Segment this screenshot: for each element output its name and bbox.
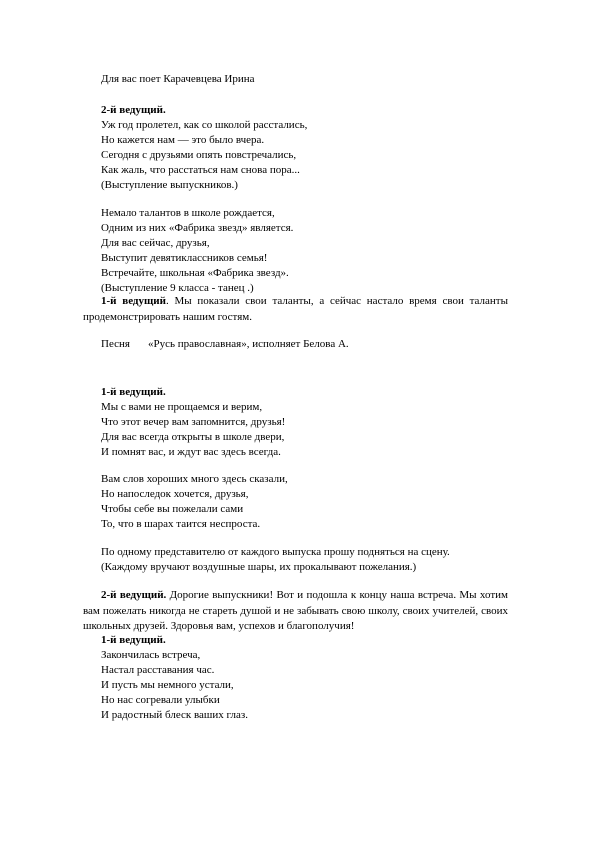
verse-line: Закончилась встреча, (101, 649, 201, 661)
verse-line: И помнят вас, и ждут вас здесь всегда. (101, 446, 281, 458)
stage-direction: (Выступление выпускников.) (101, 179, 238, 191)
verse-line: Но кажется нам — это было вчера. (101, 134, 265, 146)
verse-line: Чтобы себе вы пожелали сами (101, 503, 244, 515)
paragraph-text: Дорогие выпускники! Вот и подошла к концу наша встреча. Мы хотим вам пожелать никогда не стареть душой и не забывать свою школу, своих учителей, своих школьных друзей. Здоровья вам, успехов и благополучия! (83, 589, 508, 632)
verse-line: Выступит девятиклассников семья! (101, 252, 268, 264)
speaker-paragraph (83, 294, 508, 325)
song-text: «Русь православная», исполняет Белова А. (148, 338, 349, 350)
speaker-heading: 1-й ведущий. (101, 634, 166, 646)
intro-line: Для вас поет Карачевцева Ирина (101, 73, 255, 85)
verse-line: И радостный блеск ваших глаз. (101, 709, 248, 721)
verse-line: Настал расставания час. (101, 664, 215, 676)
speaker-heading: 1-й ведущий. (101, 386, 166, 398)
verse-line: Уж год пролетел, как со школой расстались, (101, 119, 308, 131)
verse-line: Немало талантов в школе рождается, (101, 207, 275, 219)
stage-direction: (Выступление 9 класса - танец .) (101, 282, 254, 294)
speaker-heading: 2-й ведущий. (101, 589, 167, 601)
verse-line: Вам слов хороших много здесь сказали, (101, 473, 288, 485)
verse-line: Для вас всегда открыты в школе двери, (101, 431, 285, 443)
verse-line: Сегодня с друзьями опять повстречались, (101, 149, 297, 161)
verse-line: И пусть мы немного устали, (101, 679, 234, 691)
paragraph-text: . Мы показали свои таланты, а сейчас настало время свои таланты продемонстрировать нашим гостям. (83, 295, 508, 323)
song-label: Песня (101, 338, 130, 350)
verse-line: Одним из них «Фабрика звезд» является. (101, 222, 294, 234)
verse-line: Мы с вами не прощаемся и верим, (101, 401, 263, 413)
stage-direction: (Каждому вручают воздушные шары, их прокалывают пожелания.) (101, 561, 417, 573)
verse-line: Что этот вечер вам запомнится, друзья! (101, 416, 286, 428)
speaker-heading: 1-й ведущий (101, 295, 166, 307)
verse-line: Встречайте, школьная «Фабрика звезд». (101, 267, 289, 279)
instruction-line: По одному представителю от каждого выпуска прошу подняться на сцену. (101, 546, 450, 558)
verse-line: Для вас сейчас, друзья, (101, 237, 210, 249)
verse-line: Как жаль, что расстаться нам снова пора... (101, 164, 300, 176)
verse-line: Но нас согревали улыбки (101, 694, 220, 706)
verse-line: То, что в шарах таится неспроста. (101, 518, 261, 530)
verse-line: Но напоследок хочется, друзья, (101, 488, 249, 500)
speaker-paragraph (83, 588, 508, 635)
speaker-heading: 2-й ведущий. (101, 104, 166, 116)
